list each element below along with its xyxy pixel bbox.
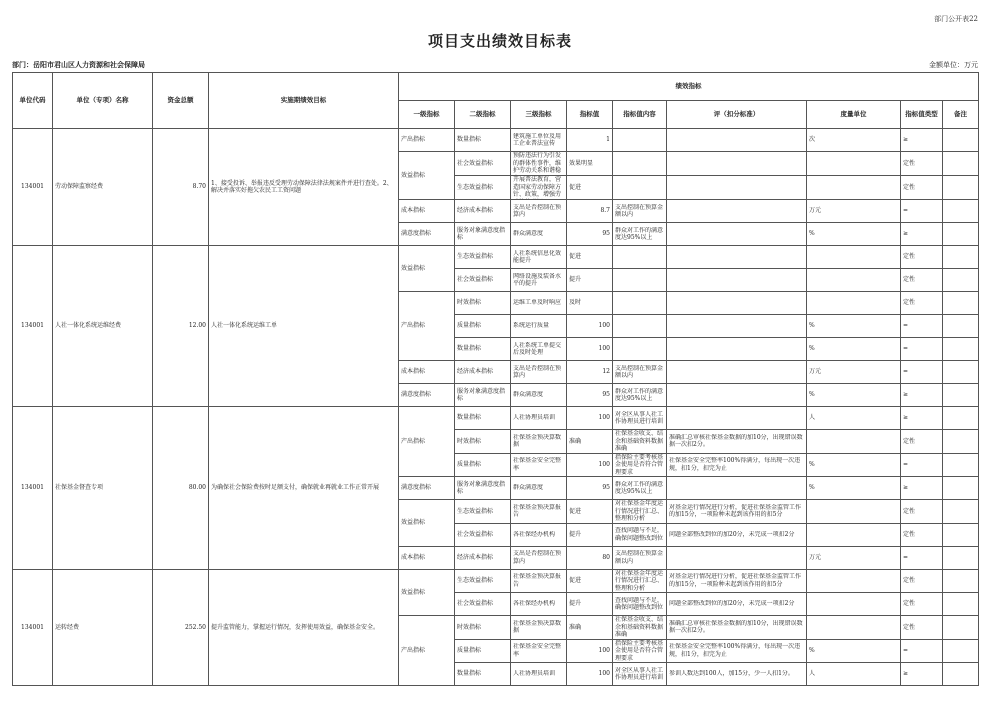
indicator-level3-text: 建筑施工单位及用工企业普法宣传	[513, 132, 562, 147]
measure-unit	[807, 523, 901, 546]
note	[943, 453, 979, 477]
indicator-level3	[511, 315, 567, 338]
indicator-value: 100	[567, 338, 613, 361]
value-type: =	[901, 453, 943, 477]
indicator-content	[613, 523, 667, 546]
scoring-standard	[667, 639, 807, 663]
indicator-level3	[511, 546, 567, 569]
measure-unit: 人	[807, 407, 901, 430]
indicator-value: 及时	[567, 292, 613, 315]
indicator-level3-text: 人社系统工单提交后及时处理	[513, 341, 562, 356]
indicator-level3	[511, 152, 567, 176]
note	[943, 663, 979, 686]
table-body	[13, 129, 979, 686]
scoring-standard	[667, 407, 807, 430]
indicator-value: 95	[567, 477, 613, 500]
indicator-level3	[511, 569, 567, 593]
indicator-value: 准确	[567, 616, 613, 640]
indicator-level3	[511, 593, 567, 616]
scoring-standard	[667, 546, 807, 569]
indicator-value: 1	[567, 129, 613, 152]
scoring-standard	[667, 523, 807, 546]
measure-unit	[807, 152, 901, 176]
note	[943, 569, 979, 593]
indicator-value: 促进	[567, 500, 613, 524]
indicator-level1: 成本指标	[399, 361, 455, 384]
indicator-content	[613, 176, 667, 200]
indicator-level2: 社会效益指标	[455, 152, 511, 176]
indicator-value: 100	[567, 315, 613, 338]
indicator-content	[613, 616, 667, 640]
measure-unit: 万元	[807, 546, 901, 569]
indicator-level2: 时效指标	[455, 430, 511, 454]
scoring-standard-text: 对基金运行情况进行分析，促进社保基金监管工作的加15分，一项险种未起到该作用的扣5分	[669, 573, 802, 588]
note	[943, 361, 979, 384]
value-type: ≥	[901, 129, 943, 152]
measure-unit	[807, 269, 901, 292]
header-measure: 度量单位	[807, 101, 901, 129]
indicator-value: 80	[567, 546, 613, 569]
indicator-level3	[511, 430, 567, 454]
indicator-level2: 经济成本指标	[455, 546, 511, 569]
indicator-level2: 社会效益指标	[455, 523, 511, 546]
note	[943, 246, 979, 269]
note	[943, 639, 979, 663]
value-type: 定性	[901, 152, 943, 176]
indicator-level3	[511, 246, 567, 269]
measure-unit	[807, 500, 901, 524]
indicator-level3	[511, 338, 567, 361]
note	[943, 430, 979, 454]
indicator-level3	[511, 477, 567, 500]
note	[943, 384, 979, 407]
measure-unit: %	[807, 384, 901, 407]
measure-unit	[807, 176, 901, 200]
indicator-content-text: 群众对工作的满意度达95%以上	[615, 480, 664, 495]
indicator-level1: 满意度指标	[399, 223, 455, 246]
scoring-standard	[667, 292, 807, 315]
indicator-content-text: 查找问题与不足，确保问题整改到位	[615, 596, 664, 611]
note	[943, 477, 979, 500]
note	[943, 269, 979, 292]
indicator-content-text: 对全区从事人社工作协理员进行培训	[615, 666, 664, 681]
indicator-content	[613, 663, 667, 686]
indicator-content-text: 社保基金收支、结余和基础资料数据准确	[615, 430, 664, 452]
header-level2: 二级指标	[455, 101, 511, 129]
project-name: 劳动保障监察经费	[53, 129, 153, 246]
indicator-level3-text: 支出是否控制在预算内	[513, 203, 562, 218]
indicator-level2: 数量指标	[455, 338, 511, 361]
note	[943, 616, 979, 640]
indicator-level2: 时效指标	[455, 292, 511, 315]
value-type: ≥	[901, 663, 943, 686]
indicator-level3-text: 群众满意度	[513, 484, 544, 492]
scoring-standard	[667, 430, 807, 454]
note	[943, 292, 979, 315]
scoring-standard	[667, 477, 807, 500]
indicator-level3-text: 支出是否控制在预算内	[513, 364, 562, 379]
indicator-value: 促进	[567, 569, 613, 593]
indicator-value: 效果明显	[567, 152, 613, 176]
indicator-level3-text: 各社保经办机构	[513, 600, 556, 608]
measure-unit: %	[807, 453, 901, 477]
scoring-standard	[667, 338, 807, 361]
indicator-level3	[511, 292, 567, 315]
indicator-level1: 效益指标	[399, 152, 455, 200]
value-type: 定性	[901, 569, 943, 593]
indicator-level3-text: 社保基金安全完整率	[513, 457, 562, 472]
indicator-level3-text: 网络设施及装备水平的提升	[513, 272, 562, 287]
project-target: 人社一体化系统运维工单	[209, 246, 399, 407]
note	[943, 593, 979, 616]
indicator-content-text: 对社保基金年度运行情况进行汇总、整理和分析	[615, 500, 664, 522]
indicator-level3	[511, 176, 567, 200]
project-code: 134001	[13, 407, 53, 570]
indicator-level3-text: 人社协理员培训	[513, 414, 556, 422]
indicator-level3-text: 社保基金安全完整率	[513, 643, 562, 658]
indicator-level3	[511, 500, 567, 524]
value-type: 定性	[901, 246, 943, 269]
project-funds: 8.70	[153, 129, 209, 246]
indicator-content-text: 群众对工作的满意度达95%以上	[615, 387, 664, 402]
indicator-content	[613, 129, 667, 152]
indicator-level3-text: 各社保经办机构	[513, 530, 556, 538]
note	[943, 500, 979, 524]
note	[943, 200, 979, 223]
indicator-content	[613, 338, 667, 361]
value-type: 定性	[901, 500, 943, 524]
scoring-standard	[667, 616, 807, 640]
scoring-standard	[667, 200, 807, 223]
amount-unit-label: 金额单位：万元	[929, 61, 978, 69]
measure-unit	[807, 430, 901, 454]
header-level3: 三级指标	[511, 101, 567, 129]
project-name: 运转经费	[53, 569, 153, 686]
indicator-content-text: 支出控制在预算金额以内	[615, 203, 664, 218]
scoring-standard-text: 参训人数达到100人，加15分，少一人扣1分。	[669, 670, 794, 678]
scoring-standard-text: 社保基金安全完整率100%得满分，每出现一次违规，扣1分，扣完为止	[669, 457, 801, 472]
value-type: =	[901, 338, 943, 361]
measure-unit: 人	[807, 663, 901, 686]
scoring-standard-text: 问题全部整改到位的加20分，未完成一项扣2分	[669, 530, 795, 538]
indicator-level3-text: 社保基金预决算报告	[513, 573, 562, 588]
indicator-level1: 产出指标	[399, 292, 455, 361]
measure-unit: %	[807, 315, 901, 338]
indicator-content	[613, 546, 667, 569]
indicator-content-text: 群众对工作的满意度达95%以上	[615, 226, 664, 241]
value-type: =	[901, 546, 943, 569]
value-type: 定性	[901, 430, 943, 454]
indicator-content	[613, 152, 667, 176]
measure-unit: 万元	[807, 361, 901, 384]
project-name: 人社一体化系统运维经费	[53, 246, 153, 407]
measure-unit	[807, 292, 901, 315]
header-code: 单位代码	[13, 73, 53, 129]
indicator-level1: 满意度指标	[399, 384, 455, 407]
indicator-level3-text: 社保基金预决算数据	[513, 619, 562, 635]
indicator-level3	[511, 407, 567, 430]
table-row	[13, 129, 979, 152]
indicator-level1: 产出指标	[399, 407, 455, 477]
project-code: 134001	[13, 129, 53, 246]
indicator-content-text: 社保基金收支、结余和基础资料数据准确	[615, 616, 664, 638]
measure-unit: %	[807, 639, 901, 663]
scoring-standard	[667, 223, 807, 246]
indicator-level2: 质量指标	[455, 453, 511, 477]
indicator-content	[613, 269, 667, 292]
indicator-content	[613, 407, 667, 430]
indicator-level2: 质量指标	[455, 639, 511, 663]
indicator-value: 促进	[567, 176, 613, 200]
indicator-level3-text: 人社协理员培训	[513, 670, 556, 678]
indicator-level3	[511, 616, 567, 640]
note	[943, 223, 979, 246]
indicator-content	[613, 384, 667, 407]
indicator-value: 95	[567, 384, 613, 407]
measure-unit	[807, 246, 901, 269]
indicator-level3-text: 社保基金预决算数据	[513, 433, 562, 449]
scoring-standard	[667, 315, 807, 338]
indicator-value: 100	[567, 407, 613, 430]
measure-unit: %	[807, 223, 901, 246]
measure-unit: %	[807, 338, 901, 361]
scoring-standard	[667, 453, 807, 477]
page-title: 项目支出绩效目标表	[427, 32, 572, 50]
indicator-value: 12	[567, 361, 613, 384]
indicator-value: 提升	[567, 269, 613, 292]
value-type: =	[901, 315, 943, 338]
value-type: 定性	[901, 269, 943, 292]
indicator-level3	[511, 663, 567, 686]
value-type: 定性	[901, 593, 943, 616]
indicator-level2: 社会效益指标	[455, 593, 511, 616]
indicator-content-text: 对社保基金年度运行情况进行汇总、整理和分析	[615, 569, 664, 592]
table-row	[13, 569, 979, 593]
indicator-value: 100	[567, 453, 613, 477]
value-type: 定性	[901, 176, 943, 200]
scoring-standard	[667, 384, 807, 407]
scoring-standard-text: 准确汇总审核社保基金数据的加10分，出现错误数据一次扣2分。	[669, 619, 803, 635]
indicator-content	[613, 569, 667, 593]
value-type: 定性	[901, 292, 943, 315]
note	[943, 129, 979, 152]
indicator-level3-text: 支出是否控制在预算内	[513, 550, 562, 565]
department-label: 部门：岳阳市君山区人力资源和社会保障局	[12, 60, 145, 69]
scoring-standard	[667, 176, 807, 200]
indicator-content	[613, 453, 667, 477]
project-target: 为确保社会保险费按时足额支付，确保就业再就业工作正常开展	[209, 407, 399, 570]
indicator-level2: 社会效益指标	[455, 269, 511, 292]
indicator-value: 提升	[567, 593, 613, 616]
indicator-level3-text: 系统运行质量	[513, 322, 550, 330]
header-score: 评（扣分标准）	[667, 101, 807, 129]
indicator-level2: 数量指标	[455, 407, 511, 430]
header-value: 指标值	[567, 101, 613, 129]
indicator-level2: 生态效益指标	[455, 176, 511, 200]
project-funds: 252.50	[153, 569, 209, 686]
indicator-level3	[511, 269, 567, 292]
indicator-content	[613, 361, 667, 384]
indicator-content	[613, 593, 667, 616]
scoring-standard	[667, 663, 807, 686]
value-type: =	[901, 639, 943, 663]
indicator-level1: 成本指标	[399, 546, 455, 569]
indicator-level1: 效益指标	[399, 246, 455, 292]
indicator-level1: 满意度指标	[399, 477, 455, 500]
note	[943, 315, 979, 338]
scoring-standard	[667, 152, 807, 176]
project-funds: 12.00	[153, 246, 209, 407]
indicator-level3	[511, 384, 567, 407]
indicator-level3-text: 群众满意度	[513, 230, 544, 238]
scoring-standard-text: 对基金运行情况进行分析，促进社保基金监管工作的加15分，一项险种未起到该作用的扣5分	[669, 503, 802, 519]
indicator-content	[613, 200, 667, 223]
indicator-level1: 产出指标	[399, 129, 455, 152]
value-type: =	[901, 200, 943, 223]
indicator-level3	[511, 639, 567, 663]
scoring-standard	[667, 246, 807, 269]
scoring-standard	[667, 269, 807, 292]
project-target: 提升监管能力，掌握运行情况，发挥使用效益，确保基金安全。	[209, 569, 399, 686]
indicator-value: 95	[567, 223, 613, 246]
measure-unit	[807, 593, 901, 616]
indicator-level2: 经济成本指标	[455, 361, 511, 384]
note	[943, 523, 979, 546]
indicator-content	[613, 477, 667, 500]
indicator-value: 100	[567, 639, 613, 663]
indicator-level3-text: 人社系统信息化效能提升	[513, 249, 562, 264]
indicator-content	[613, 500, 667, 524]
value-type: =	[901, 361, 943, 384]
scoring-standard	[667, 569, 807, 593]
measure-unit: 万元	[807, 200, 901, 223]
indicator-level1: 产出指标	[399, 616, 455, 686]
indicator-content-text: 支出控制在预算金额以内	[615, 550, 664, 565]
indicator-content	[613, 639, 667, 663]
indicator-level3-text: 群众满意度	[513, 391, 544, 399]
header-value-type: 指标值类型	[901, 101, 943, 129]
indicator-level2: 时效指标	[455, 616, 511, 640]
indicator-level3-text: 社保基金预决算报告	[513, 503, 562, 519]
indicator-level2: 生态效益指标	[455, 500, 511, 524]
indicator-value: 准确	[567, 430, 613, 454]
measure-unit: 次	[807, 129, 901, 152]
performance-table	[12, 72, 979, 686]
measure-unit: %	[807, 477, 901, 500]
indicator-level3	[511, 453, 567, 477]
indicator-value: 100	[567, 663, 613, 686]
indicator-value: 提升	[567, 523, 613, 546]
header-target: 实施期绩效目标	[209, 73, 399, 129]
note	[943, 152, 979, 176]
indicator-level2: 质量指标	[455, 315, 511, 338]
form-number: 部门公开表22	[934, 15, 978, 23]
indicator-content	[613, 430, 667, 454]
indicator-level3-text: 开展普法教育，营造国家劳动保障方针、政策，增强劳	[513, 176, 562, 198]
table-row	[13, 246, 979, 269]
indicator-level1: 成本指标	[399, 200, 455, 223]
header-level1: 一级指标	[399, 101, 455, 129]
indicator-level2: 生态效益指标	[455, 246, 511, 269]
indicator-value: 8.7	[567, 200, 613, 223]
indicator-level2: 生态效益指标	[455, 569, 511, 593]
indicator-level2: 服务对象满意度指标	[455, 477, 511, 500]
header-note: 备注	[943, 101, 979, 129]
indicator-content-text: 支出控制在预算金额以内	[615, 364, 664, 379]
measure-unit	[807, 569, 901, 593]
note	[943, 176, 979, 200]
table-row	[13, 407, 979, 430]
measure-unit	[807, 616, 901, 640]
indicator-level2: 数量指标	[455, 129, 511, 152]
indicator-level2: 经济成本指标	[455, 200, 511, 223]
indicator-level3-text: 运维工单及时响应	[513, 299, 562, 307]
value-type: ≥	[901, 384, 943, 407]
indicator-level2: 数量指标	[455, 663, 511, 686]
indicator-level1: 效益指标	[399, 569, 455, 616]
value-type: ≥	[901, 223, 943, 246]
indicator-content-text: 查找问题与不足，确保问题整改到位	[615, 527, 664, 542]
project-name: 社保基金督查专项	[53, 407, 153, 570]
scoring-standard-text: 准确汇总审核社保基金数据的加10分，出现错误数据一次扣2分。	[669, 433, 803, 449]
indicator-level1: 效益指标	[399, 500, 455, 547]
indicator-content	[613, 223, 667, 246]
value-type: ≥	[901, 477, 943, 500]
indicator-content	[613, 292, 667, 315]
scoring-standard-text: 社保基金安全完整率100%得满分，每出现一次违规，扣1分，扣完为止	[669, 643, 801, 658]
scoring-standard-text: 问题全部整改到位的加20分，未完成一项扣2分	[669, 600, 795, 608]
header-performance: 绩效指标	[399, 73, 979, 101]
indicator-level3	[511, 129, 567, 152]
project-target: 1、接受投诉、举报违反受理劳动保障法律法规案件并进行查处。2、解决并落实好拖欠农民工工资问题	[209, 129, 399, 246]
scoring-standard	[667, 361, 807, 384]
indicator-level3	[511, 223, 567, 246]
project-funds: 80.00	[153, 407, 209, 570]
value-type: 定性	[901, 616, 943, 640]
note	[943, 338, 979, 361]
indicator-level3	[511, 200, 567, 223]
project-code: 134001	[13, 569, 53, 686]
indicator-content-text: 对全区从事人社工作协理员进行培训	[615, 410, 664, 425]
indicator-content-text: 指保险主要考核基金使用是否符合管理要求	[615, 453, 664, 476]
indicator-value: 促进	[567, 246, 613, 269]
header-funds: 资金总额	[153, 73, 209, 129]
indicator-level3-text: 预防违法行为引发的群体性事件，维护劳动关系和谐稳	[513, 152, 562, 174]
indicator-content	[613, 246, 667, 269]
indicator-content	[613, 315, 667, 338]
note	[943, 407, 979, 430]
header-content: 指标值内容	[613, 101, 667, 129]
scoring-standard	[667, 500, 807, 524]
project-code: 134001	[13, 246, 53, 407]
note	[943, 546, 979, 569]
indicator-level3	[511, 523, 567, 546]
scoring-standard	[667, 129, 807, 152]
indicator-level3	[511, 361, 567, 384]
value-type: ≥	[901, 407, 943, 430]
indicator-content-text: 指保险主要考核基金使用是否符合管理要求	[615, 639, 664, 662]
indicator-level2: 服务对象满意度指标	[455, 223, 511, 246]
scoring-standard	[667, 593, 807, 616]
header-name: 单位（专项）名称	[53, 73, 153, 129]
indicator-level2: 服务对象满意度指标	[455, 384, 511, 407]
value-type: 定性	[901, 523, 943, 546]
